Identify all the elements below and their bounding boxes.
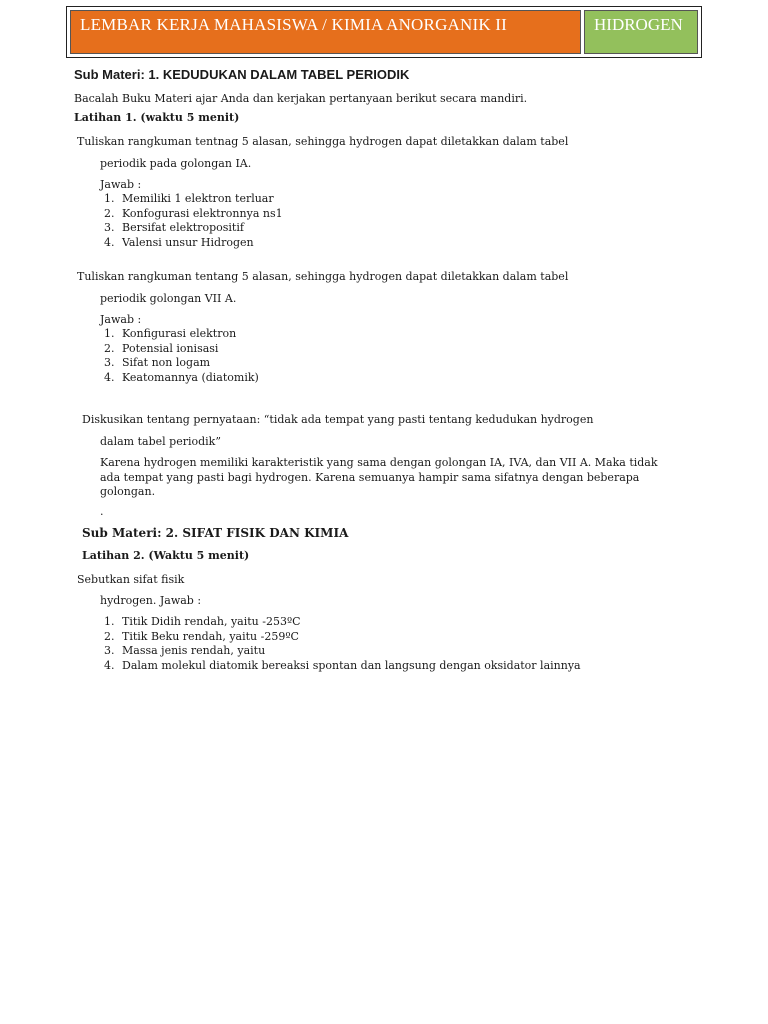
s2q1-answer-list — [100, 615, 581, 673]
list-item: 2. Konfogurasi elektronnya ns1 — [104, 206, 283, 220]
exercise2-label: Latihan 2. (Waktu 5 menit) — [82, 549, 250, 562]
s2q1-line2: hydrogen. Jawab : — [100, 594, 202, 607]
q3-trailing: . — [100, 505, 104, 518]
list-item: 3. Sifat non logam — [104, 356, 211, 369]
list-item: 2. Potensial ionisasi — [104, 341, 219, 355]
list-item: 2. Titik Beku rendah, yaitu -259ºC — [104, 629, 299, 643]
exercise1-label: Latihan 1. (waktu 5 menit) — [74, 111, 240, 124]
q2-line1: Tuliskan rangkuman tentang 5 alasan, sehingga hydrogen dapat diletakkan dalam tabel — [77, 270, 569, 283]
q2-answer-list — [100, 327, 259, 385]
list-item: 4. Dalam molekul diatomik bereaksi spontan dan langsung dengan oksidator lainnya — [104, 658, 581, 672]
q1-line1: Tuliskan rangkuman tentnag 5 alasan, sehingga hydrogen dapat diletakkan dalam tabel — [77, 135, 569, 148]
section2-heading: Sub Materi: 2. SIFAT FISIK DAN KIMIA — [82, 526, 349, 540]
list-item: 3. Massa jenis rendah, yaitu — [104, 644, 266, 657]
list-item: 4. Keatomannya (diatomik) — [104, 370, 259, 384]
list-item: 3. Bersifat elektropositif — [104, 221, 244, 234]
header-box — [66, 6, 702, 58]
q2-line2: periodik golongan VII A. — [100, 292, 237, 305]
list-item: 4. Valensi unsur Hidrogen — [104, 235, 254, 249]
section1-intro: Bacalah Buku Materi ajar Anda dan kerjakan pertanyaan berikut secara mandiri. — [74, 92, 528, 105]
list-item: 1. Memiliki 1 elektron terluar — [104, 192, 274, 205]
s2q1-line1: Sebutkan sifat fisik — [77, 573, 185, 586]
q2-answer-label: Jawab : — [100, 313, 142, 326]
header-topic: HIDROGEN — [584, 10, 698, 54]
header-title: LEMBAR KERJA MAHASISWA / KIMIA ANORGANIK II — [70, 10, 581, 54]
q1-answer-list — [100, 192, 283, 250]
list-item: 1. Titik Didih rendah, yaitu -253ºC — [104, 615, 301, 628]
q3-line1: Diskusikan tentang pernyataan: “tidak ada tempat yang pasti tentang kedudukan hydrogen — [82, 413, 594, 426]
list-item: 1. Konfigurasi elektron — [104, 327, 237, 340]
section1-heading: Sub Materi: 1. KEDUDUKAN DALAM TABEL PERIODIK — [74, 67, 410, 82]
q1-line2: periodik pada golongan IA. — [100, 157, 252, 170]
q3-line2: dalam tabel periodik” — [100, 435, 221, 448]
q3-answer: Karena hydrogen memiliki karakteristik yang sama dengan golongan IA, IVA, dan VII A. Maka tidak ada tempat yang pasti bagi hydrogen. Karena semuanya hampir sama sifatnya dengan beberapa golongan. — [100, 456, 658, 498]
q1-answer-label: Jawab : — [100, 178, 142, 191]
